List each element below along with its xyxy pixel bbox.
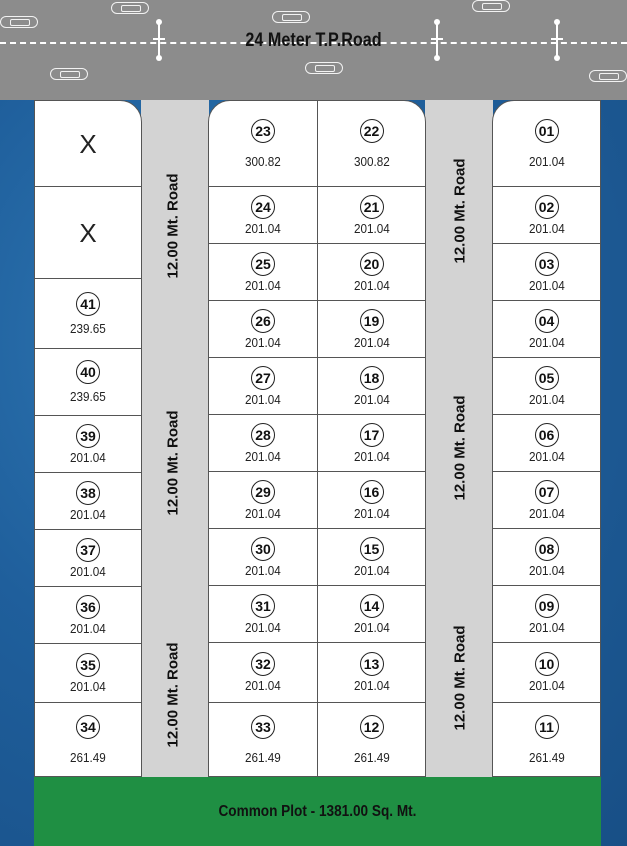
plot-number: 05	[535, 366, 559, 390]
plot-number: 20	[360, 252, 384, 276]
plot[interactable]	[492, 300, 601, 358]
plot[interactable]	[317, 100, 426, 187]
plot[interactable]	[34, 643, 142, 703]
plot[interactable]	[492, 186, 601, 244]
plot[interactable]	[208, 528, 318, 586]
plot[interactable]	[208, 300, 318, 358]
plot-area: 201.04	[353, 391, 390, 407]
plot-number: 19	[360, 309, 384, 333]
plot-blocked[interactable]	[34, 100, 142, 187]
car-icon	[50, 68, 88, 80]
plot-area: 201.04	[528, 220, 565, 236]
car-icon	[589, 70, 627, 82]
plot[interactable]	[208, 186, 318, 244]
plot-area: 239.65	[70, 389, 106, 404]
plot[interactable]	[492, 357, 601, 415]
plot[interactable]	[208, 357, 318, 415]
plot-area: 201.04	[528, 334, 565, 350]
plot-area: 201.04	[353, 678, 390, 693]
plot[interactable]	[317, 528, 426, 586]
plot-area: 201.04	[70, 506, 106, 522]
plot-area: 201.04	[353, 220, 390, 236]
plot[interactable]	[34, 586, 142, 644]
plot[interactable]	[317, 186, 426, 244]
plot-number: 34	[76, 715, 100, 739]
plot[interactable]	[34, 348, 142, 416]
plot[interactable]	[317, 357, 426, 415]
plot-area: 201.04	[70, 678, 106, 694]
plot[interactable]	[208, 243, 318, 301]
plot-area: 201.04	[528, 448, 565, 464]
plot-number: 17	[360, 423, 384, 447]
plot-number: 22	[360, 119, 384, 143]
plot-area: 300.82	[353, 153, 390, 169]
plot-number: 36	[76, 595, 100, 619]
plot-area: 201.04	[245, 391, 281, 407]
car-icon	[472, 0, 510, 12]
plot-area: 201.04	[245, 678, 281, 693]
plot[interactable]	[492, 243, 601, 301]
plot-area: 201.04	[245, 448, 281, 464]
plot-number: 30	[251, 537, 275, 561]
plot-area: 201.04	[528, 391, 565, 407]
plot-area: 201.04	[70, 563, 106, 579]
plot-area: 201.04	[528, 678, 565, 693]
street-light-icon	[158, 21, 160, 59]
plot-number: 15	[360, 537, 384, 561]
cross-icon: X	[79, 128, 97, 159]
plot[interactable]	[208, 702, 318, 777]
top-road-label: 24 Meter T.P.Road	[245, 30, 382, 51]
plot[interactable]	[492, 585, 601, 643]
plot-area: 261.49	[70, 749, 106, 765]
plot-area: 201.04	[245, 619, 281, 635]
plot[interactable]	[208, 471, 318, 529]
plot-area: 261.49	[245, 749, 281, 765]
common-plot-label: Common Plot - 1381.00 Sq. Mt.	[218, 802, 417, 820]
plot[interactable]	[317, 585, 426, 643]
plot[interactable]	[492, 642, 601, 703]
plot[interactable]	[317, 642, 426, 703]
cross-icon: X	[79, 217, 97, 248]
plot-area: 239.65	[70, 320, 106, 336]
plot[interactable]	[492, 100, 601, 187]
plot[interactable]	[208, 585, 318, 643]
plot-number: 13	[360, 652, 384, 676]
plot[interactable]	[208, 642, 318, 703]
plot[interactable]	[317, 300, 426, 358]
road-label: 12.00 Mt. Road	[451, 395, 469, 501]
road-label: 12.00 Mt. Road	[451, 158, 469, 264]
plot-number: 16	[360, 480, 384, 504]
plot-area: 201.04	[245, 277, 281, 293]
plot-area: 201.04	[70, 620, 106, 636]
plot-number: 24	[251, 195, 275, 219]
plot[interactable]	[492, 528, 601, 586]
plot-area: 201.04	[353, 619, 390, 635]
road-label: 12.00 Mt. Road	[164, 410, 182, 516]
plot[interactable]	[208, 100, 318, 187]
road-label: 12.00 Mt. Road	[451, 625, 469, 731]
plot-number: 10	[535, 652, 559, 676]
plot[interactable]	[317, 243, 426, 301]
plot-blocked[interactable]	[34, 186, 142, 279]
plot-number: 26	[251, 309, 275, 333]
plot-number: 35	[76, 653, 100, 677]
plot-number: 23	[251, 119, 275, 143]
plot-number: 14	[360, 594, 384, 618]
plot-number: 06	[535, 423, 559, 447]
plot-number: 09	[535, 594, 559, 618]
plot-area: 201.04	[245, 220, 281, 236]
plot-area: 201.04	[528, 562, 565, 578]
car-icon	[272, 11, 310, 23]
plot-number: 39	[76, 424, 100, 448]
top-road	[0, 0, 627, 100]
plot-area: 261.49	[528, 749, 565, 765]
common-plot[interactable]	[34, 777, 601, 846]
plot[interactable]	[34, 415, 142, 473]
plot[interactable]	[208, 414, 318, 472]
plot-number: 04	[535, 309, 559, 333]
plot-number: 02	[535, 195, 559, 219]
plot-area: 261.49	[353, 749, 390, 765]
plot-number: 33	[251, 715, 275, 739]
plot[interactable]	[317, 471, 426, 529]
street-light-icon	[556, 21, 558, 59]
plot[interactable]	[492, 471, 601, 529]
plot-number: 11	[535, 715, 559, 739]
plot[interactable]	[34, 278, 142, 349]
plot[interactable]	[492, 702, 601, 777]
plot[interactable]	[317, 414, 426, 472]
road-label: 12.00 Mt. Road	[164, 173, 182, 279]
plot-number: 41	[76, 292, 100, 316]
plot-area: 201.04	[245, 334, 281, 350]
plot-area: 201.04	[528, 505, 565, 521]
plot-number: 28	[251, 423, 275, 447]
plot-number: 40	[76, 360, 100, 384]
street-light-icon	[436, 21, 438, 59]
plot[interactable]	[317, 702, 426, 777]
plot-number: 32	[251, 652, 275, 676]
plot[interactable]	[34, 529, 142, 587]
plot[interactable]	[34, 702, 142, 777]
plot-number: 38	[76, 481, 100, 505]
plot-number: 03	[535, 252, 559, 276]
plot[interactable]	[34, 472, 142, 530]
plot-area: 201.04	[528, 277, 565, 293]
road-label: 12.00 Mt. Road	[164, 642, 182, 748]
plot-area: 201.04	[353, 562, 390, 578]
plot-number: 07	[535, 480, 559, 504]
plot-number: 18	[360, 366, 384, 390]
plot-number: 08	[535, 537, 559, 561]
plot-area: 201.04	[245, 505, 281, 521]
plot-number: 29	[251, 480, 275, 504]
plot-area: 201.04	[70, 449, 106, 465]
car-icon	[305, 62, 343, 74]
plot-number: 27	[251, 366, 275, 390]
plot-area: 300.82	[245, 153, 281, 169]
plot-area: 201.04	[353, 505, 390, 521]
plot-area: 201.04	[353, 277, 390, 293]
car-icon	[0, 16, 38, 28]
plot-area: 201.04	[528, 153, 565, 169]
plot-area: 201.04	[353, 334, 390, 350]
plot-area: 201.04	[353, 448, 390, 464]
plot-number: 01	[535, 119, 559, 143]
plot-number: 21	[360, 195, 384, 219]
car-icon	[111, 2, 149, 14]
plot-number: 31	[251, 594, 275, 618]
plot-number: 25	[251, 252, 275, 276]
plot[interactable]	[492, 414, 601, 472]
plot-number: 37	[76, 538, 100, 562]
plot-area: 201.04	[245, 562, 281, 578]
plot-area: 201.04	[528, 619, 565, 635]
plot-number: 12	[360, 715, 384, 739]
